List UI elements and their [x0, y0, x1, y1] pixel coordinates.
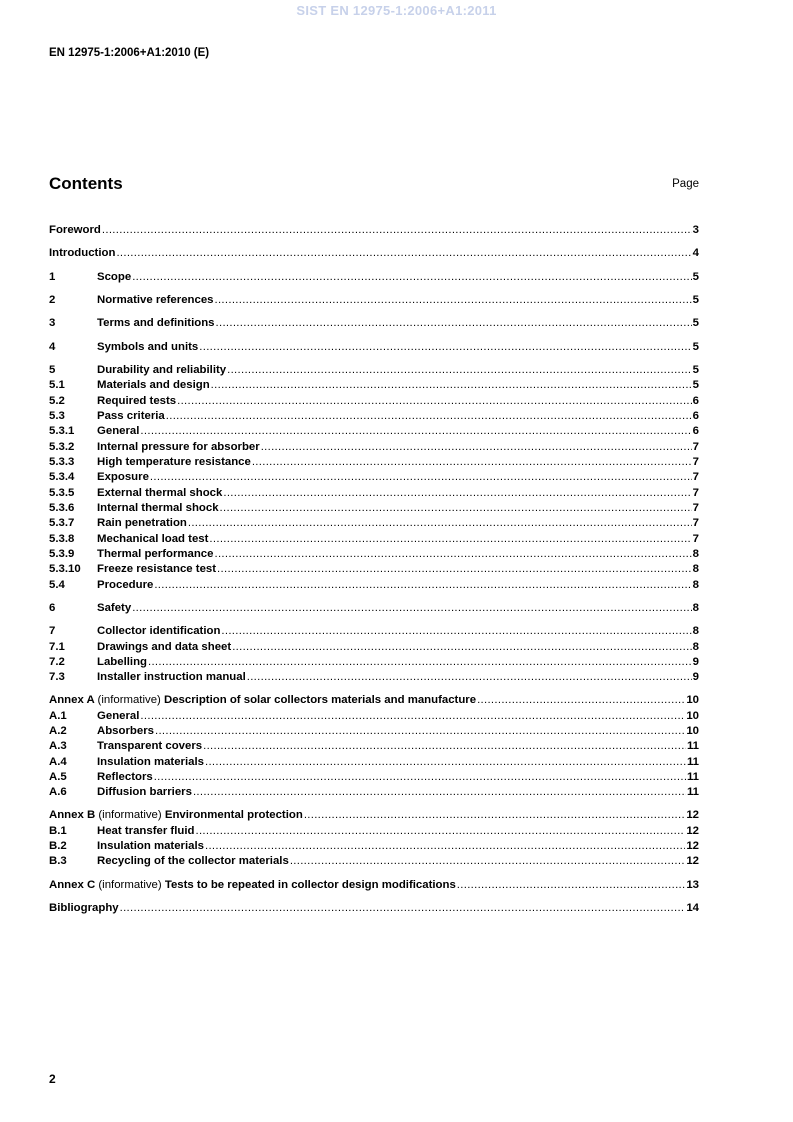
toc-leader-dots: [188, 516, 692, 531]
toc-leader-dots: [214, 547, 691, 562]
toc-entry-title: [97, 440, 260, 455]
toc-entry-title: [97, 624, 220, 639]
toc-leader-dots: [203, 739, 686, 754]
toc-leader-dots: [223, 486, 691, 501]
toc-entry-text: Materials and design: [97, 379, 210, 391]
toc-entry-title: [97, 293, 214, 308]
toc-leader-dots: [227, 363, 692, 378]
toc-entry-page: 11: [686, 771, 699, 783]
toc-entry[interactable]: [49, 878, 699, 893]
toc-entry[interactable]: [49, 824, 699, 839]
toc-leader-dots: [132, 270, 691, 285]
toc-entry-text: Bibliography: [49, 902, 119, 914]
toc-entry-number: 7: [49, 625, 56, 637]
toc-entry-text: Freeze resistance test: [97, 563, 217, 575]
toc-entry-text: Rain penetration: [97, 517, 187, 529]
annex-label: Annex A: [49, 694, 95, 706]
toc-leader-dots: [150, 470, 692, 485]
toc-entry-page: 9: [692, 671, 699, 683]
toc-entry[interactable]: [49, 578, 699, 593]
toc-leader-dots: [195, 824, 685, 839]
toc-entry-number: 5.3.2: [49, 441, 75, 453]
toc-entry-number: 5.3.4: [49, 471, 75, 483]
toc-entry-title: [97, 532, 208, 547]
toc-entry-number: 5.3.10: [49, 563, 81, 575]
toc-leader-dots: [154, 578, 691, 593]
toc-entry-number: A.4: [49, 756, 67, 768]
toc-entry-number: 5.3.9: [49, 548, 75, 560]
toc-entry-text: Thermal performance: [97, 548, 214, 560]
toc-entry-number: 7.3: [49, 671, 65, 683]
toc-entry[interactable]: [49, 532, 699, 547]
toc-entry-title: [97, 486, 222, 501]
toc-entry-page: 5: [692, 379, 699, 391]
toc-entry[interactable]: [49, 424, 699, 439]
toc-entry-title: [97, 601, 131, 616]
toc-entry-number: 5.2: [49, 395, 65, 407]
toc-entry-text: Required tests: [97, 395, 177, 407]
toc-entry-title: [97, 378, 210, 393]
toc-entry-page: 12: [686, 855, 699, 867]
toc-entry-number: A.3: [49, 740, 67, 752]
toc-entry-text: High temperature resistance: [97, 456, 251, 468]
toc-entry-text: Reflectors: [97, 771, 153, 783]
toc-entry-page: 7: [692, 502, 699, 514]
toc-entry-page: 6: [692, 395, 699, 407]
toc-entry-text: Internal thermal shock: [97, 502, 219, 514]
toc-entry-text: Mechanical load test: [97, 533, 209, 545]
toc-entry-title: [97, 854, 289, 869]
toc-entry-number: B.1: [49, 825, 67, 837]
toc-entry[interactable]: [49, 562, 699, 577]
toc-entry[interactable]: [49, 501, 699, 516]
toc-entry-text: Safety: [97, 602, 132, 614]
annex-qualifier: (informative): [98, 879, 162, 891]
toc-entry[interactable]: [49, 409, 699, 424]
toc-entry-title: [97, 409, 165, 424]
toc-entry-title: [49, 878, 456, 893]
toc-entry-page: 13: [686, 879, 699, 891]
toc-entry-text: Recycling of the collector materials: [97, 855, 289, 867]
toc-entry-page: 8: [692, 548, 699, 560]
toc-entry[interactable]: [49, 785, 699, 800]
page-number: 2: [49, 1072, 56, 1086]
toc-entry[interactable]: [49, 655, 699, 670]
toc-entry-text: Symbols and units: [97, 341, 199, 353]
toc-entry-title: [49, 901, 119, 916]
toc-entry-text: Absorbers: [97, 725, 154, 737]
toc-entry-text: Durability and reliability: [97, 364, 227, 376]
toc-entry-number: 5.3.1: [49, 425, 75, 437]
toc-leader-dots: [220, 501, 692, 516]
toc-leader-dots: [148, 655, 692, 670]
toc-entry[interactable]: [49, 470, 699, 485]
toc-leader-dots: [205, 839, 685, 854]
toc-entry[interactable]: [49, 670, 699, 685]
contents-title: Contents: [49, 174, 123, 193]
toc-entry[interactable]: [49, 316, 699, 331]
toc-leader-dots: [217, 562, 692, 577]
toc-entry-title: [97, 424, 139, 439]
toc-entry-title: [97, 547, 213, 562]
toc-entry-page: 7: [692, 487, 699, 499]
toc-entry-number: 6: [49, 602, 56, 614]
toc-entry[interactable]: [49, 640, 699, 655]
toc-leader-dots: [261, 440, 692, 455]
toc-entry-title: [97, 270, 131, 285]
toc-entry-text: Labelling: [97, 656, 147, 668]
toc-entry-page: 11: [686, 786, 699, 798]
toc-entry-title: [97, 501, 219, 516]
toc-entry-title: [49, 693, 476, 708]
toc-leader-dots: [216, 316, 692, 331]
toc-leader-dots: [155, 724, 685, 739]
toc-leader-dots: [211, 378, 692, 393]
toc-entry-number: A.6: [49, 786, 67, 798]
toc-entry-number: 5.3.6: [49, 502, 75, 514]
toc-entry-text: Insulation materials: [97, 840, 204, 852]
toc-entry-page: 5: [692, 294, 699, 306]
toc-entry[interactable]: [49, 340, 699, 355]
toc-entry-number: 1: [49, 271, 56, 283]
toc-leader-dots: [232, 640, 691, 655]
toc-leader-dots: [209, 532, 691, 547]
toc-entry-number: 7.2: [49, 656, 65, 668]
toc-entry-text: General: [97, 425, 140, 437]
toc-entry-page: 7: [692, 456, 699, 468]
toc-entry-page: 12: [686, 809, 699, 821]
toc-entry-title: [49, 808, 303, 823]
toc-entry-text: Foreword: [49, 224, 101, 236]
toc-entry-page: 7: [692, 471, 699, 483]
toc-entry-number: 3: [49, 317, 56, 329]
toc-entry-text: Scope: [97, 271, 132, 283]
toc-leader-dots: [193, 785, 686, 800]
toc-entry-title: [97, 824, 194, 839]
toc-entry-title: [97, 839, 204, 854]
toc-leader-dots: [457, 878, 686, 893]
toc-entry-page: 3: [692, 224, 699, 236]
toc-entry-number: 4: [49, 341, 56, 353]
toc-entry[interactable]: [49, 770, 699, 785]
toc-leader-dots: [247, 670, 692, 685]
toc-entry-text: Tests to be repeated in collector design modifications: [164, 879, 456, 891]
toc-entry-page: 6: [692, 410, 699, 422]
toc-entry-text: Internal pressure for absorber: [97, 441, 260, 453]
toc-entry-title: [97, 755, 204, 770]
toc-entry-page: 8: [692, 602, 699, 614]
toc-entry-number: A.1: [49, 710, 67, 722]
toc-entry-text: Drawings and data sheet: [97, 641, 232, 653]
toc-entry-number: 5.3.8: [49, 533, 75, 545]
toc-entry[interactable]: [49, 547, 699, 562]
toc-entry-title: [97, 670, 246, 685]
toc-entry-title: [97, 770, 153, 785]
toc-entry-title: [49, 223, 101, 238]
toc-entry-text: Pass criteria: [97, 410, 165, 422]
toc-entry[interactable]: [49, 755, 699, 770]
toc-entry-page: 6: [692, 425, 699, 437]
annex-qualifier: (informative): [97, 694, 161, 706]
toc-entry-title: [97, 640, 231, 655]
toc-entry-title: [97, 562, 216, 577]
toc-entry-title: [97, 516, 187, 531]
toc-entry-title: [97, 655, 147, 670]
toc-entry-number: 7.1: [49, 641, 65, 653]
toc-entry-title: [97, 363, 226, 378]
toc-entry[interactable]: [49, 516, 699, 531]
toc-entry-page: 5: [692, 317, 699, 329]
toc-entry-number: 5.3.7: [49, 517, 75, 529]
toc-entry[interactable]: [49, 455, 699, 470]
toc-entry[interactable]: [49, 293, 699, 308]
toc-entry[interactable]: [49, 839, 699, 854]
watermark: SIST EN 12975-1:2006+A1:2011: [296, 3, 497, 18]
toc-entry[interactable]: [49, 854, 699, 869]
toc-entry[interactable]: [49, 901, 699, 916]
toc-leader-dots: [199, 340, 691, 355]
toc-leader-dots: [215, 293, 692, 308]
toc-entry[interactable]: [49, 808, 699, 823]
toc-entry-text: Environmental protection: [164, 809, 303, 821]
toc-entry-number: 5.4: [49, 579, 65, 591]
toc-entry-number: 5.3: [49, 410, 65, 422]
annex-qualifier: (informative): [98, 809, 162, 821]
toc-entry[interactable]: [49, 709, 699, 724]
document-id: EN 12975-1:2006+A1:2010 (E): [49, 47, 210, 59]
toc-entry[interactable]: [49, 601, 699, 616]
toc-leader-dots: [290, 854, 686, 869]
toc-entry[interactable]: [49, 724, 699, 739]
toc-leader-dots: [477, 693, 685, 708]
toc-entry-title: [97, 316, 215, 331]
toc-entry-number: 5.3.3: [49, 456, 75, 468]
toc-entry[interactable]: [49, 394, 699, 409]
page-column-label: Page: [672, 178, 699, 190]
toc-entry-text: Exposure: [97, 471, 149, 483]
toc-entry-title: [97, 785, 192, 800]
toc-leader-dots: [252, 455, 692, 470]
toc-entry-text: Heat transfer fluid: [97, 825, 195, 837]
toc-entry-page: 14: [686, 902, 699, 914]
toc-entry-page: 10: [686, 694, 699, 706]
toc-leader-dots: [116, 246, 691, 261]
toc-entry-page: 10: [686, 725, 699, 737]
toc-entry[interactable]: [49, 363, 699, 378]
toc-entry-title: [97, 709, 139, 724]
toc-entry-number: B.3: [49, 855, 67, 867]
toc-entry-title: [97, 724, 154, 739]
toc-entry-text: Collector identification: [97, 625, 221, 637]
toc-entry[interactable]: [49, 246, 699, 261]
toc-entry[interactable]: [49, 270, 699, 285]
toc-leader-dots: [140, 424, 691, 439]
toc-entry-page: 4: [692, 247, 699, 259]
annex-label: Annex B: [49, 809, 96, 821]
toc-entry-title: [97, 340, 198, 355]
toc-entry-page: 5: [692, 364, 699, 376]
toc-entry-number: 5.1: [49, 379, 65, 391]
toc-entry-page: 8: [692, 579, 699, 591]
toc-leader-dots: [304, 808, 686, 823]
toc-leader-dots: [221, 624, 691, 639]
toc-leader-dots: [120, 901, 686, 916]
toc-entry-text: Transparent covers: [97, 740, 203, 752]
toc-entry[interactable]: [49, 486, 699, 501]
toc-entry-page: 8: [692, 641, 699, 653]
toc-entry-title: [97, 470, 149, 485]
toc-entry[interactable]: [49, 739, 699, 754]
toc-entry-page: 7: [692, 517, 699, 529]
toc-entry-text: Insulation materials: [97, 756, 204, 768]
toc-entry-number: A.2: [49, 725, 67, 737]
toc-entry-page: 8: [692, 625, 699, 637]
toc-entry[interactable]: [49, 378, 699, 393]
toc-entry-number: 5.3.5: [49, 487, 75, 499]
toc-entry[interactable]: [49, 693, 699, 708]
toc-entry-page: 7: [692, 441, 699, 453]
toc-leader-dots: [132, 601, 691, 616]
toc-entry-page: 5: [692, 271, 699, 283]
toc-entry-title: [97, 455, 251, 470]
toc-leader-dots: [154, 770, 686, 785]
toc-entry-number: B.2: [49, 840, 67, 852]
toc-entry[interactable]: [49, 624, 699, 639]
toc-entry-title: [97, 739, 202, 754]
toc-entry-page: 7: [692, 533, 699, 545]
toc-entry-text: Installer instruction manual: [97, 671, 246, 683]
toc-entry-page: 12: [686, 840, 699, 852]
toc-leader-dots: [140, 709, 685, 724]
toc-entry-page: 11: [686, 740, 699, 752]
toc-entry-number: 2: [49, 294, 56, 306]
toc-entry-page: 5: [692, 341, 699, 353]
toc-entry-text: General: [97, 710, 140, 722]
toc-entry-text: External thermal shock: [97, 487, 223, 499]
toc-entry-page: 11: [686, 756, 699, 768]
toc-leader-dots: [177, 394, 692, 409]
toc-entry-text: Description of solar collectors materials and manufacture: [164, 694, 477, 706]
toc-entry-text: Normative references: [97, 294, 214, 306]
toc-entry-page: 12: [686, 825, 699, 837]
annex-label: Annex C: [49, 879, 96, 891]
toc-leader-dots: [166, 409, 692, 424]
toc-entry-page: 9: [692, 656, 699, 668]
toc-entry-page: 10: [686, 710, 699, 722]
toc-entry-number: A.5: [49, 771, 67, 783]
toc-entry-text: Terms and definitions: [97, 317, 215, 329]
toc-entry[interactable]: [49, 440, 699, 455]
toc-entry-text: Diffusion barriers: [97, 786, 192, 798]
toc-entry-text: Introduction: [49, 247, 116, 259]
toc-entry-title: [49, 246, 115, 261]
toc-entry-number: 5: [49, 364, 56, 376]
toc-leader-dots: [205, 755, 686, 770]
toc-entry-text: Procedure: [97, 579, 154, 591]
toc-leader-dots: [102, 223, 692, 238]
toc-entry-title: [97, 578, 153, 593]
toc-entry-page: 8: [692, 563, 699, 575]
toc-entry[interactable]: [49, 223, 699, 238]
toc-entry-title: [97, 394, 176, 409]
